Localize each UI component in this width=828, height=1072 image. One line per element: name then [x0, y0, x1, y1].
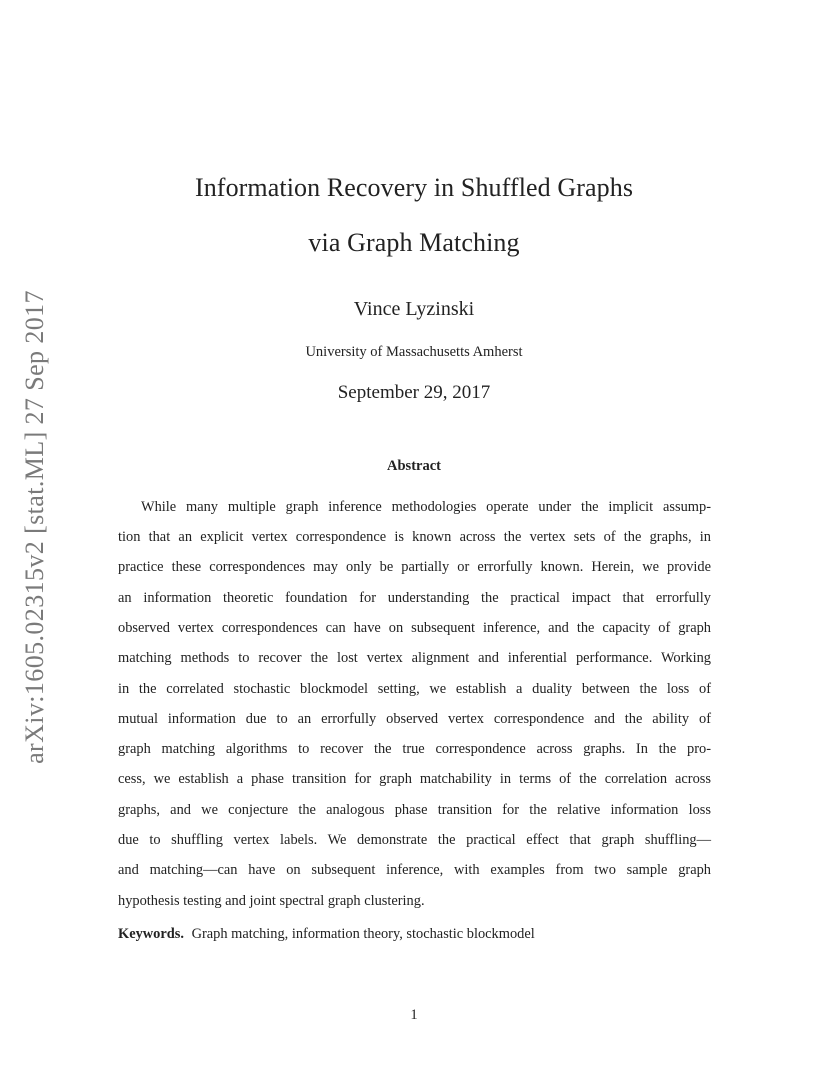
paper-title-line-2: via Graph Matching	[308, 228, 520, 257]
abstract-heading: Abstract	[387, 458, 441, 474]
abstract-line: an information theoretic foundation for understanding the practical impact that errorfully	[118, 590, 711, 606]
page-number: 1	[410, 1007, 418, 1023]
keywords-label: Keywords.	[118, 926, 184, 942]
abstract-line: matching methods to recover the lost vertex alignment and inferential performance. Working	[118, 650, 711, 666]
paper-title-line-1: Information Recovery in Shuffled Graphs	[194, 173, 634, 202]
abstract-line: hypothesis testing and joint spectral graph clustering.	[118, 893, 425, 909]
paper-date: September 29, 2017	[337, 382, 491, 403]
keywords-text: Graph matching, information theory, stochastic blockmodel	[191, 926, 535, 942]
abstract-line: While many multiple graph inference methodologies operate under the implicit assump-	[141, 499, 711, 515]
author-name: Vince Lyzinski	[353, 298, 475, 320]
abstract-line: cess, we establish a phase transition for graph matchability in terms of the correlation across	[118, 771, 711, 787]
abstract-line: and matching—can have on subsequent inference, with examples from two sample graph	[118, 862, 711, 878]
abstract-line: observed vertex correspondences can have on subsequent inference, and the capacity of graph	[118, 620, 711, 636]
arxiv-identifier-text: arXiv:1605.02315v2 [stat.ML] 27 Sep 2017	[20, 290, 49, 764]
abstract-line: graph matching algorithms to recover the true correspondence across graphs. In the pro-	[118, 741, 711, 757]
keywords	[118, 926, 535, 943]
abstract-line: practice these correspondences may only be partially or errorfully known. Herein, we provide	[118, 559, 711, 575]
abstract-line: tion that an explicit vertex correspondence is known across the vertex sets of the graphs, in	[118, 529, 711, 545]
author-affiliation: University of Massachusetts Amherst	[305, 344, 523, 360]
abstract-line: mutual information due to an errorfully observed vertex correspondence and the ability of	[118, 711, 711, 727]
abstract-line: in the correlated stochastic blockmodel setting, we establish a duality between the loss of	[118, 681, 711, 697]
abstract-line: due to shuffling vertex labels. We demonstrate the practical effect that graph shuffling—	[118, 832, 711, 848]
abstract-line: graphs, and we conjecture the analogous phase transition for the relative information loss	[118, 802, 711, 818]
